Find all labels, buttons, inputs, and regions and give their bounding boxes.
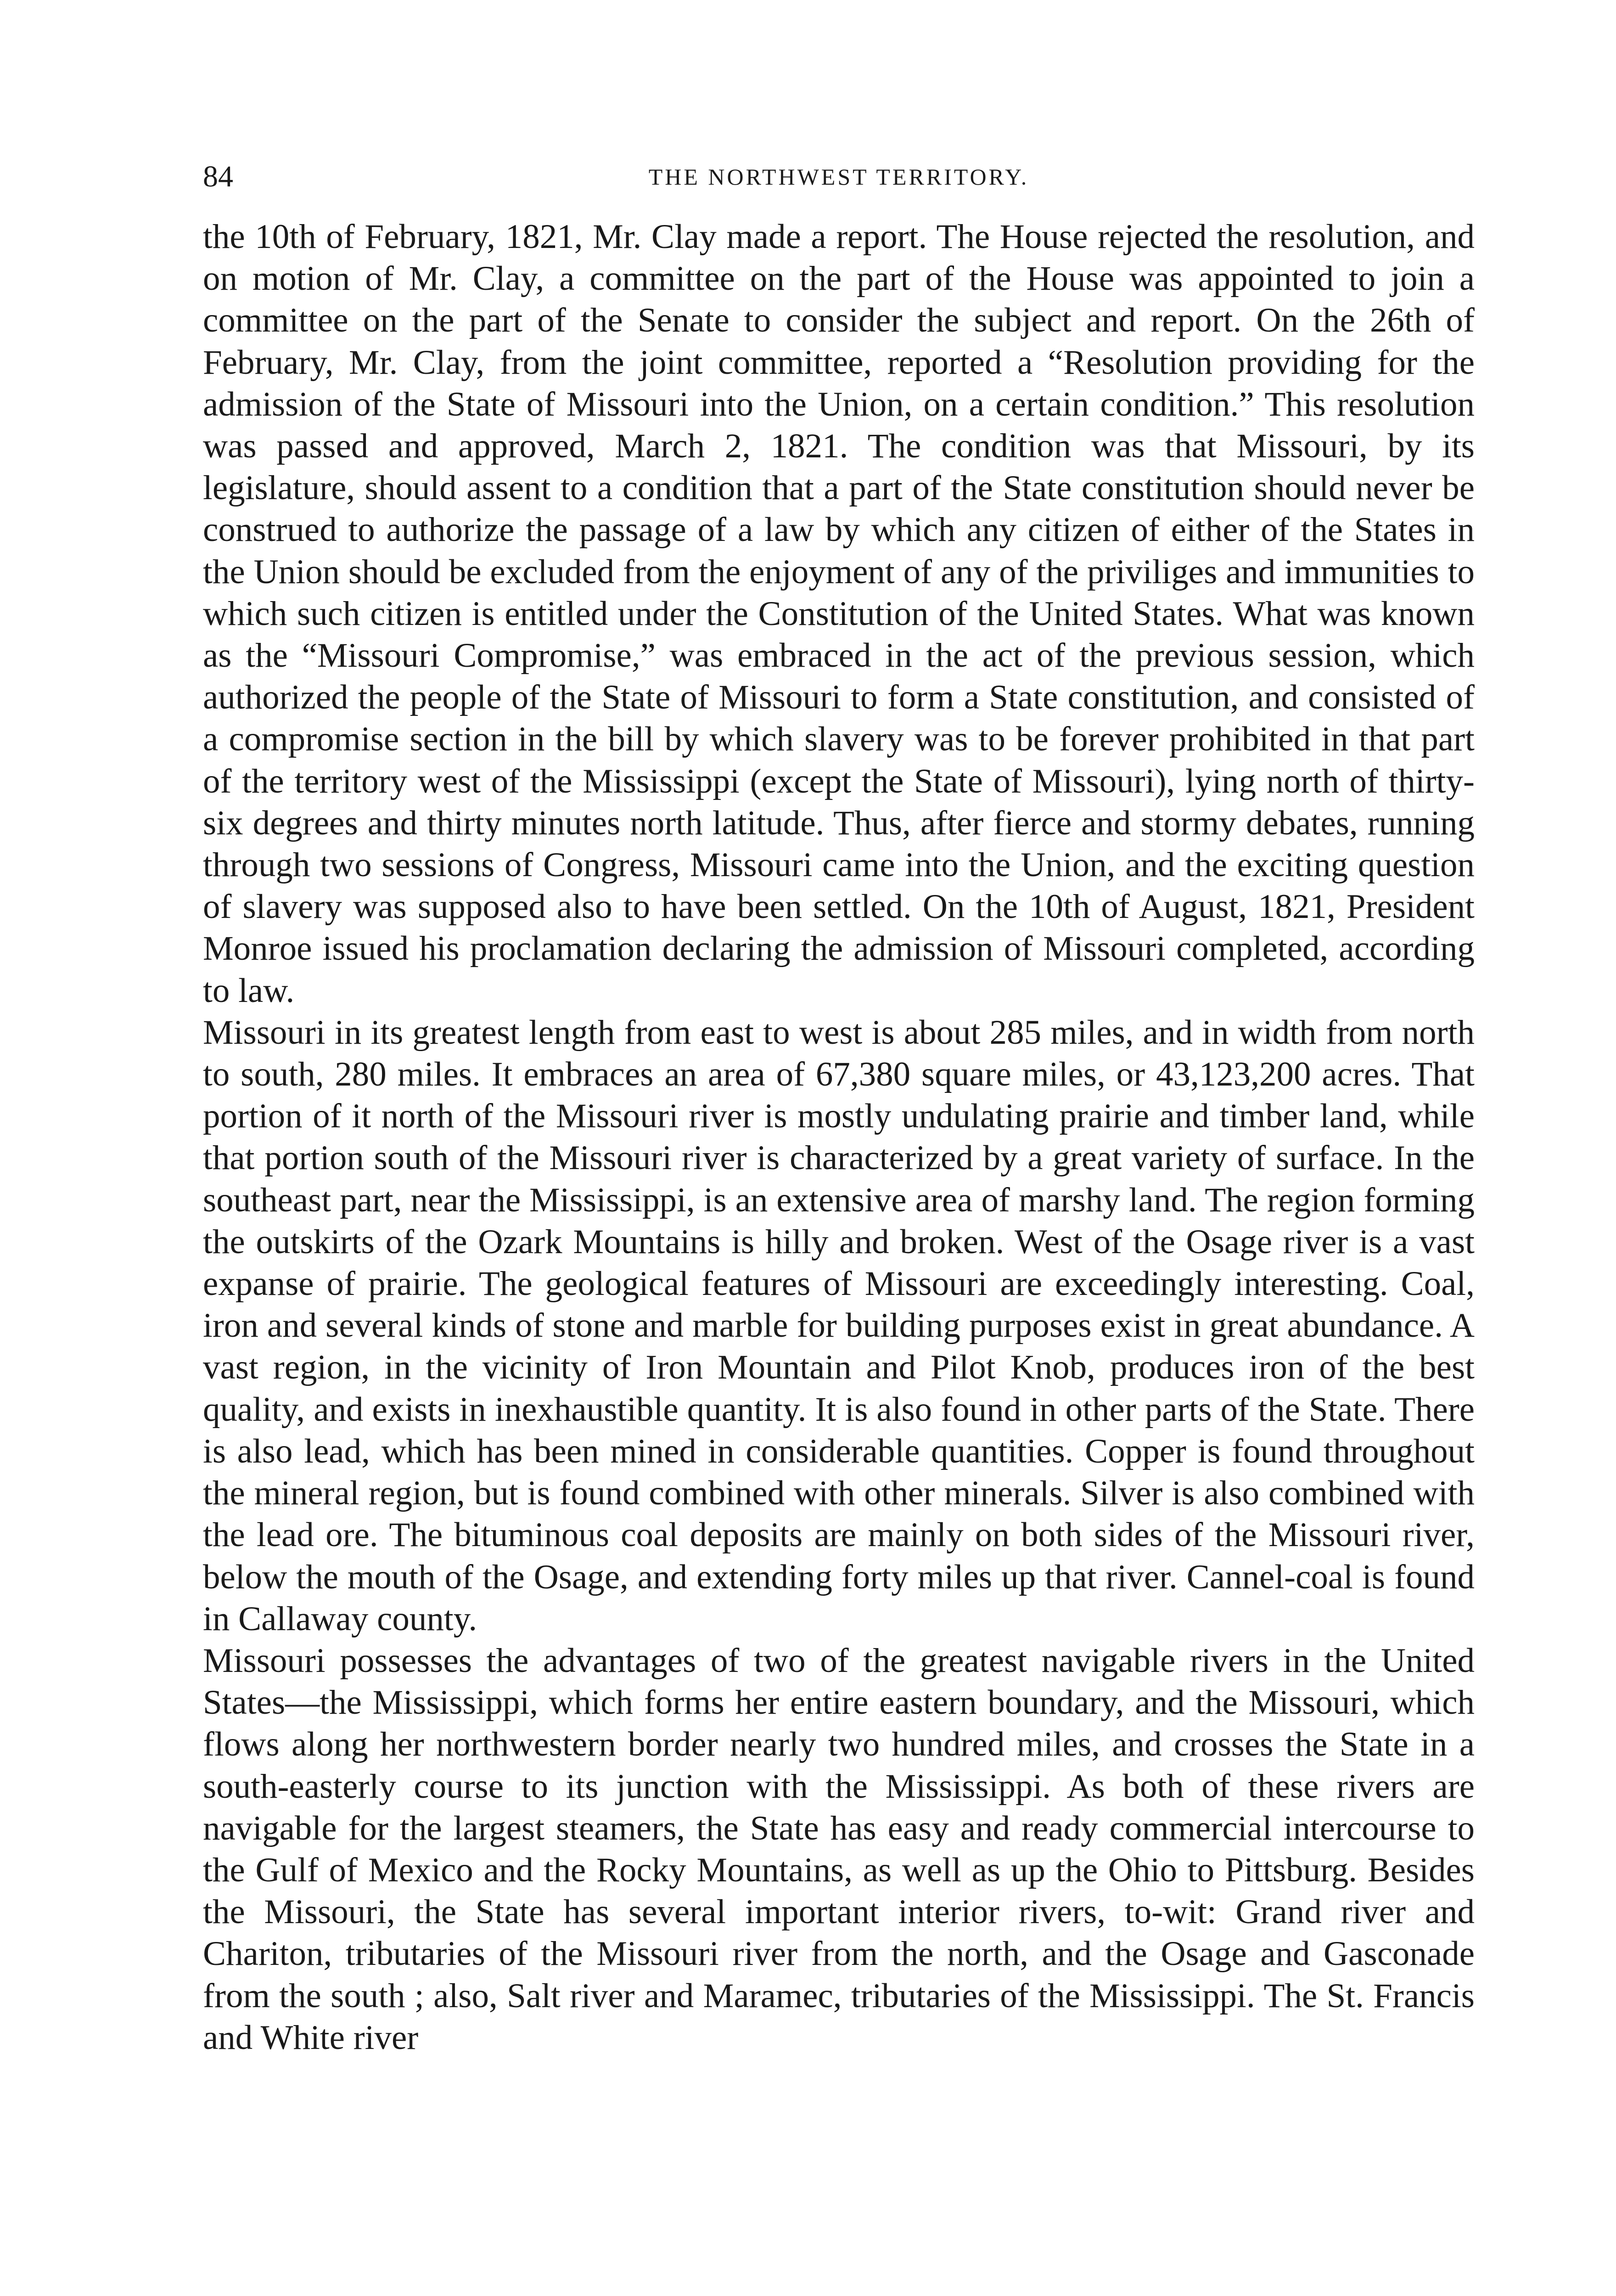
paragraph-admission-of-missouri: the 10th of February, 1821, Mr. Clay made a report. The House rejected the resolution, and on motion of Mr. Clay, a committee on the part of the House was appointed to join a committee on the part of the Senate to consider the subject and report. On the 26th of February, Mr. Clay, from the joint committee, reported a “Resolution providing for the admission of the State of Missouri into the Union, on a certain condition.” This resolution was passed and approved, March 2, 1821. The condition was that Missouri, by its legislature, should assent to a condition that a part of the State constitution should never be construed to authorize the passage of a law by which any citizen of either of the States in the Union should be excluded from the enjoyment of any of the priviliges and immunities to which such citizen is entitled under the Constitution of the United States. What was known as the “Missouri Compromise,” was embraced in the act of the previous session, which authorized the people of the State of Missouri to form a State constitution, and consisted of a compromise section in the bill by which slavery was to be forever prohibited in that part of the territory west of the Mississippi (except the State of Missouri), lying north of thirty-six degrees and thirty minutes north latitude. Thus, after fierce and stormy debates, running through two sessions of Congress, Missouri came into the Union, and the exciting question of slavery was supposed also to have been settled. On the 10th of August, 1821, President Monroe issued his proclamation declaring the admission of Missouri completed, according to law. <box>203 218 1475 1010</box>
running-header <box>203 156 1475 197</box>
body-text <box>203 216 1475 2059</box>
paragraph-geography-of-missouri: Missouri in its greatest length from east to west is about 285 miles, and in width from north to south, 280 miles. It embraces an area of 67,380 square miles, or 43,123,200 acres. That portion of it north of the Missouri river is mostly undulating prairie and timber land, while that portion south of the Missouri river is characterized by a great variety of surface. In the southeast part, near the Mississippi, is an extensive area of marshy land. The region forming the outskirts of the Ozark Mountains is hilly and broken. West of the Osage river is a vast expanse of prairie. The geological features of Missouri are exceedingly interesting. Coal, iron and several kinds of stone and marble for building purposes exist in great abundance. A vast region, in the vicinity of Iron Mountain and Pilot Knob, produces iron of the best quality, and exists in inexhaustible quantity. It is also found in other parts of the State. There is also lead, which has been mined in considerable quantities. Copper is found throughout the mineral region, but is found combined with other minerals. Silver is also combined with the lead ore. The bituminous coal deposits are mainly on both sides of the Missouri river, below the mouth of the Osage, and extending forty miles up that river. Cannel-coal is found in Callaway county. <box>203 1013 1475 1638</box>
page-number: 84 <box>203 160 233 193</box>
page-content <box>203 156 1475 2059</box>
running-title: THE NORTHWEST TERRITORY. <box>648 164 1029 190</box>
paragraph-rivers-of-missouri: Missouri possesses the advantages of two of the greatest navigable rivers in the United States—the Mississippi, which forms her entire eastern boundary, and the Missouri, which flows along her northwestern border nearly two hundred miles, and crosses the State in a south-easterly course to its junction with the Mississippi. As both of these rivers are navigable for the largest steamers, the State has easy and ready commercial intercourse to the Gulf of Mexico and the Rocky Mountains, as well as up the Ohio to Pittsburg. Besides the Missouri, the State has several important interior rivers, to-wit: Grand river and Chariton, tributaries of the Missouri river from the north, and the Osage and Gasconade from the south ; also, Salt river and Maramec, tributaries of the Mississippi. The St. Francis and White river <box>203 1641 1475 2057</box>
